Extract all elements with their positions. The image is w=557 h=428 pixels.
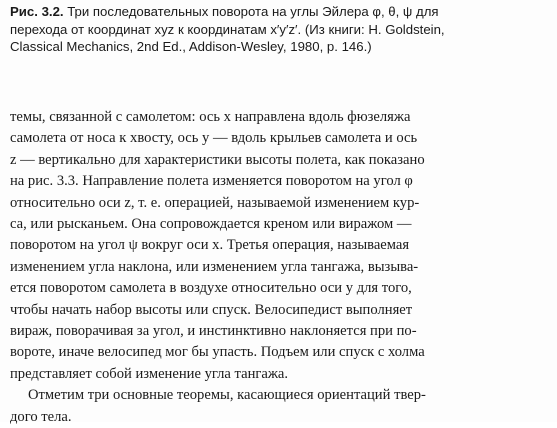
caption-line-2: перехода от координат xyz к координатам x′y′z′. (Из книги: H. Goldstein, [10, 21, 445, 37]
text-line: самолета от носа к хвосту, ось y — вдоль крыльев самолета и ось [10, 130, 418, 147]
text-line: вираж, поворачивая за угол, и инстинктивно наклоняется при по- [10, 323, 417, 340]
text-line: чтобы начать набор высоты или спуск. Велосипедист выполняет [10, 301, 413, 318]
text-line: относительно оси z, т. е. операцией, называемой изменением кур- [10, 194, 420, 211]
figure-caption [10, 3, 548, 56]
caption-line-3: Classical Mechanics, 2nd Ed., Addison-Wesley, 1980, p. 146.) [10, 39, 372, 54]
text-line: темы, связанной с самолетом: ось x направлена вдоль фюзеляжа [10, 109, 411, 125]
text-line: вороте, иначе велосипед мог бы упасть. Подъем или спуск с холма [10, 344, 425, 361]
body-text [10, 107, 548, 428]
caption-line-1 [10, 3, 548, 21]
text-line: z — вертикально для характеристики высоты полета, как показано [10, 151, 425, 168]
text-line: представляет собой изменение угла тангажа. [10, 365, 289, 382]
caption-line-1-text: Три последовательных поворота на углы Эйлера φ, θ, ψ для [63, 4, 439, 19]
text-line: Отметим три основные теоремы, касающиеся ориентаций твер- [28, 387, 426, 404]
text-line: ется поворотом самолета в воздухе относительно оси y для того, [10, 280, 412, 297]
text-line: изменением угла наклона, или изменением угла тангажа, вызыва- [10, 258, 419, 275]
text-line: поворотом на угол ψ вокруг оси x. Третья операция, называемая [10, 237, 410, 254]
text-line: дого тела. [10, 408, 72, 425]
text-line: са, или рысканьем. Она сопровождается креном или виражом — [10, 216, 412, 233]
figure-label: Рис. 3.2. [10, 4, 64, 19]
text-line: на рис. 3.3. Направление полета изменяется поворотом на угол φ [10, 173, 413, 190]
